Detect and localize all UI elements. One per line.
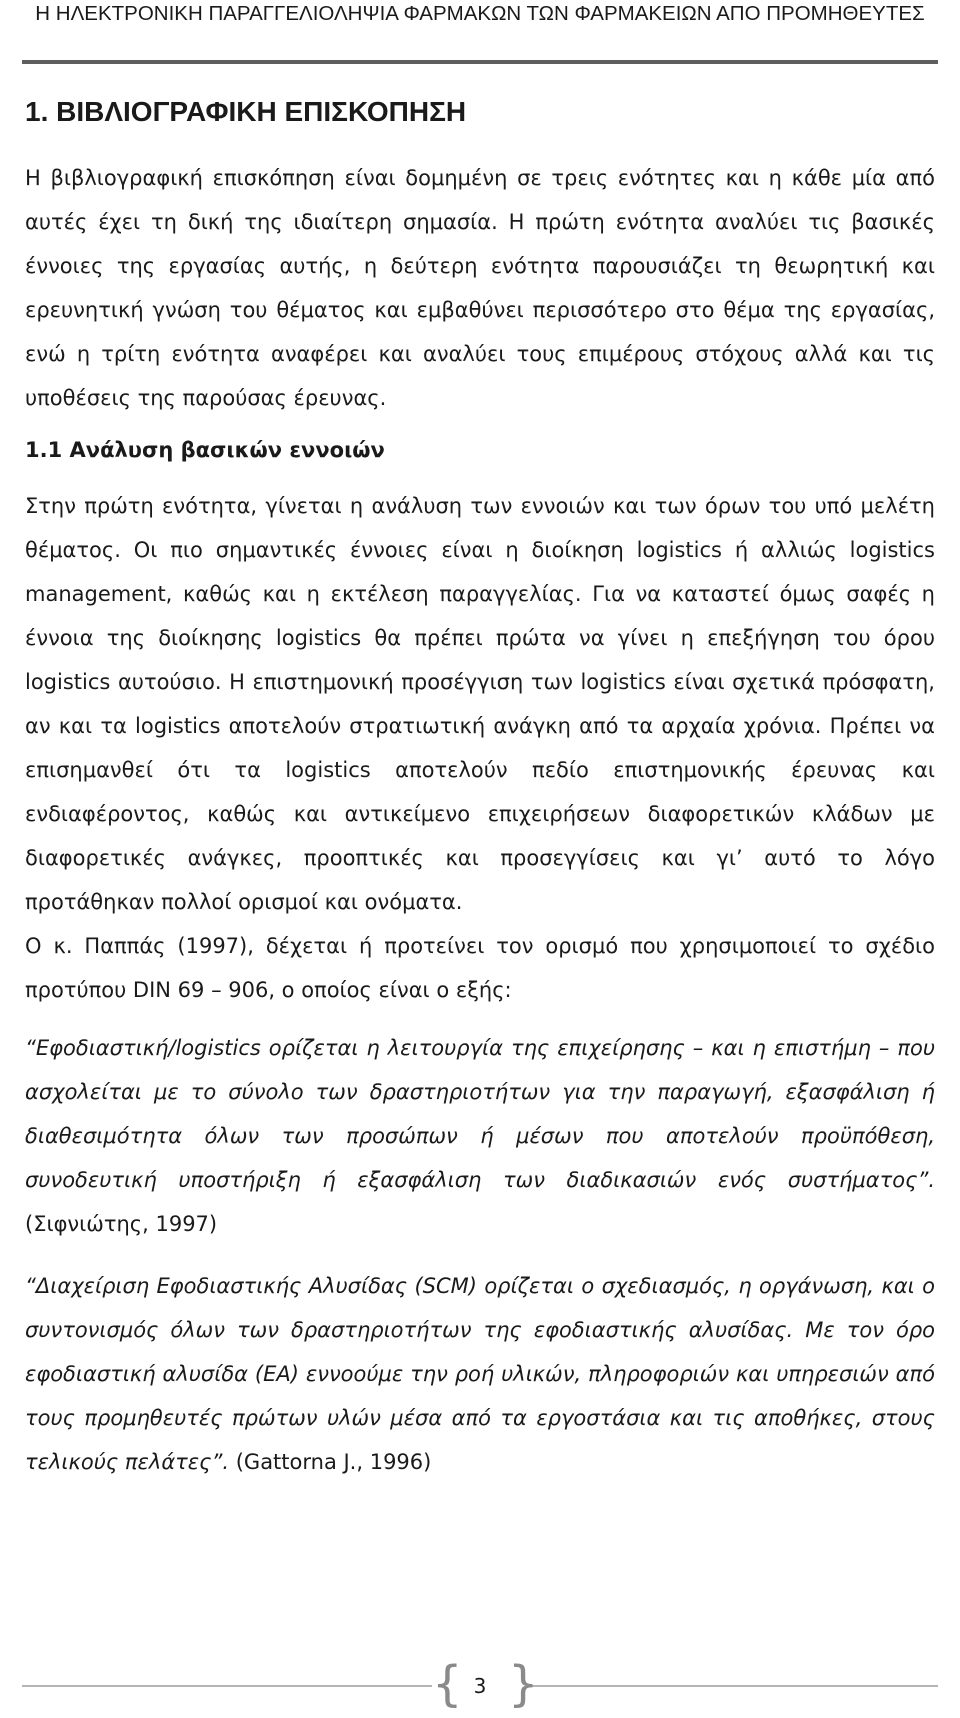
quote-text: “Εφοδιαστική/logistics ορίζεται η λειτουργία της επιχείρησης – και η επιστήμη – που ασχολείται με το σύνολο των δραστηριοτήτων για την παραγωγή, εξασφάλιση ή διαθεσιμότητα όλων των προσώπων ή μέσων που αποτελούν προϋπόθεση, συνοδευτική υποστήριξη ή εξασφάλιση των διαδικασιών ενός συστήματος”. (25, 1036, 935, 1192)
page-footer (0, 1656, 960, 1712)
papas-sentence: Ο κ. Παππάς (1997), δέχεται ή προτείνει τον ορισμό που χρησιμοποιεί το σχέδιο προτύπου DIN 69 – 906, ο οποίος είναι ο εξής: (25, 934, 935, 1002)
concepts-paragraph: Στην πρώτη ενότητα, γίνεται η ανάλυση των εννοιών και των όρων του υπό μελέτη θέματος. Οι πιο σημαντικές έννοιες είναι η διοίκηση logistics ή αλλιώς logistics management, καθώς και η εκτέλεση παραγγελίας. Για να καταστεί όμως σαφές η έννοια της διοίκησης logistics θα πρέπει πρώτα να γίνει η επεξήγηση του όρου logistics αυτούσιο. Η επιστημονική προσέγγιση των logistics είναι σχετικά πρόσφατη, αν και τα logistics αποτελούν στρατιωτική ανάγκη από τα αρχαία χρόνια. Πρέπει να επισημανθεί ότι τα logistics αποτελούν πεδίο επιστημονικής έρευνας και ενδιαφέροντος, καθώς και αντικείμενο επιχειρήσεων διαφορετικών κλάδων με διαφορετικές ανάγκες, προοπτικές και προσεγγίσεις και γι’ αυτό το λόγο προτάθηκαν πολλοί ορισμοί και ονόματα. (25, 494, 935, 914)
running-header: Η ΗΛΕΚΤΡΟΝΙΚΗ ΠΑΡΑΓΓΕΛΙΟΛΗΨΙΑ ΦΑΡΜΑΚΩΝ ΤΩΝ ΦΑΡΜΑΚΕΙΩΝ ΑΠΟ ΠΡΟΜΗΘΕΥΤΕΣ (35, 2, 925, 25)
section-title: 1. ΒΙΒΛΙΟΓΡΑΦΙΚΗ ΕΠΙΣΚΟΠΗΣΗ (25, 96, 467, 127)
quote-logistics-definition (25, 1026, 935, 1246)
quote-text: “Διαχείριση Εφοδιαστικής Αλυσίδας (SCM) ορίζεται ο σχεδιασμός, η οργάνωση, και ο συντονισμός όλων των δραστηριοτήτων της εφοδιαστικής αλυσίδας. Με τον όρο εφοδιαστική αλυσίδα (ΕΑ) εννοούμε την ροή υλικών, πληροφοριών και υπηρεσιών από τους προμηθευτές πρώτων υλών μέσα από τα εργοστάσια και τις αποθήκες, στους τελικούς πελάτες”. (25, 1274, 935, 1474)
header-rule (22, 60, 938, 64)
open-brace-ornament: { (432, 1656, 463, 1712)
intro-paragraph: Η βιβλιογραφική επισκόπηση είναι δομημένη σε τρεις ενότητες και η κάθε μία από αυτές έχει τη δική της ιδιαίτερη σημασία. Η πρώτη ενότητα αναλύει τις βασικές έννοιες της εργασίας αυτής, η δεύτερη ενότητα παρουσιάζει τη θεωρητική και ερευνητική γνώση του θέματος και εμβαθύνει περισσότερο στο θέμα της εργασίας, ενώ η τρίτη ενότητα αναφέρει και αναλύει τους επιμέρους στόχους αλλά και τις υποθέσεις της παρούσας έρευνας. (25, 166, 935, 410)
quote-citation: (Gattorna J., 1996) (229, 1450, 432, 1474)
footer-rule-right (528, 1685, 938, 1687)
page-number: 3 (473, 1674, 487, 1698)
close-brace-ornament: } (508, 1656, 539, 1712)
page-body (25, 90, 935, 1484)
quote-citation: (Σιφνιώτης, 1997) (25, 1212, 218, 1236)
subsection-title: 1.1 Ανάλυση βασικών εννοιών (25, 438, 385, 462)
quote-scm-definition (25, 1264, 935, 1484)
footer-rule-left (22, 1685, 432, 1687)
